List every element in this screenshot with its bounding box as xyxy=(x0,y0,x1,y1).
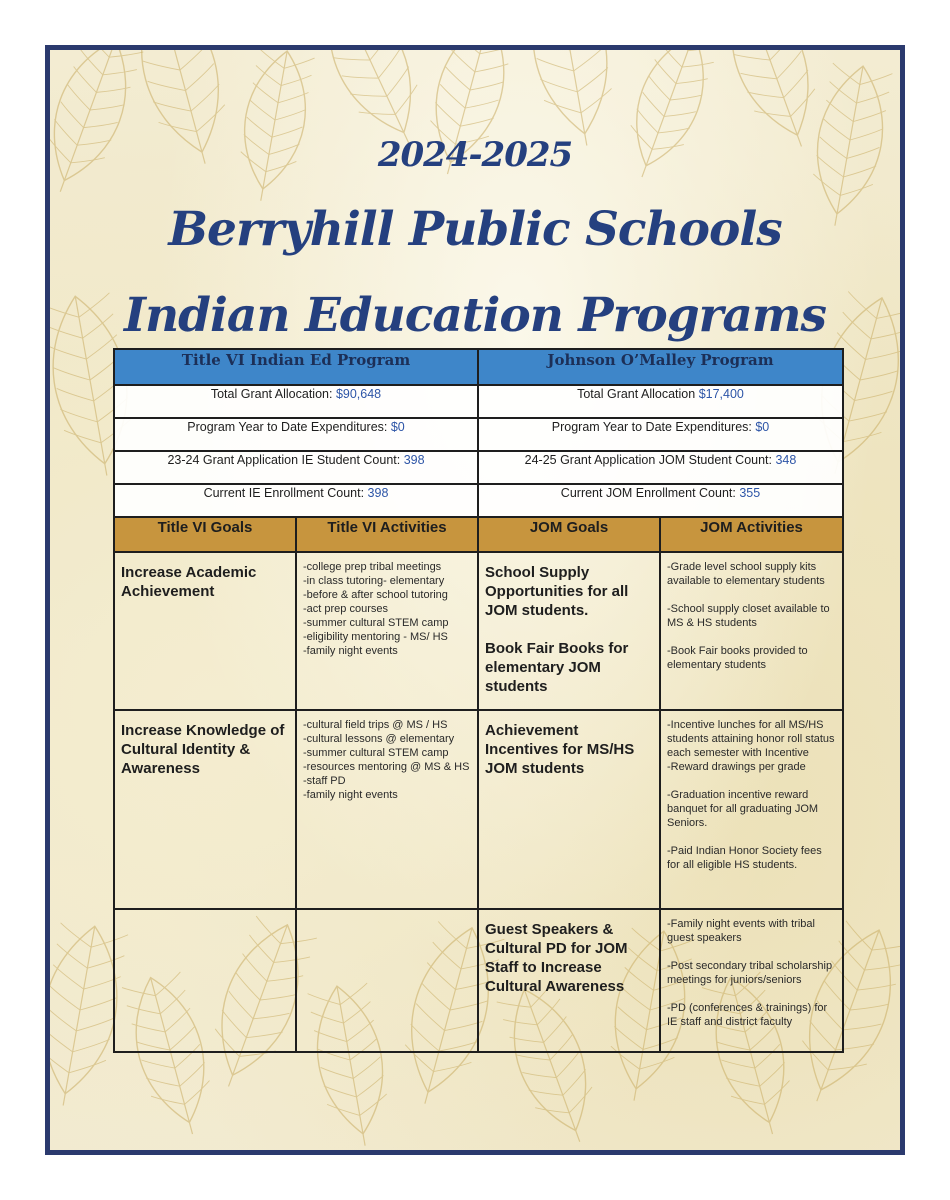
column-header-jom-activities: JOM Activities xyxy=(660,517,843,552)
stat-row xyxy=(114,418,843,451)
title-vi-goal xyxy=(114,909,296,1052)
leaf-icon xyxy=(232,50,316,206)
jom-application-count: 24-25 Grant Application JOM Student Count: 348 xyxy=(478,451,843,484)
heading-year: 2024-2025 xyxy=(377,135,573,175)
table-row xyxy=(114,909,843,1052)
jom-goal: Guest Speakers & Cultural PD for JOM Staff to Increase Cultural Awareness xyxy=(478,909,660,1052)
jom-enrollment-count: Current JOM Enrollment Count: 355 xyxy=(478,484,843,517)
title-vi-expenditures: Program Year to Date Expenditures: $0 xyxy=(114,418,478,451)
title-vi-goal: Increase Knowledge of Cultural Identity & Awareness xyxy=(114,710,296,909)
title-vi-activities: -college prep tribal meetings -in class tutoring- elementary -before & after school tutoring -act prep courses -summer cultural STEM camp -eligibility mentoring - MS/ HS -family night events xyxy=(296,552,478,710)
page-frame xyxy=(45,45,905,1155)
jom-activities: -Family night events with tribal guest speakers -Post secondary tribal scholarship meetings for juniors/seniors -PD (conferences & trainings) for IE staff and district faculty xyxy=(660,909,843,1052)
heading-school: Berryhill Public Schools xyxy=(168,202,782,257)
column-header-jom-goals: JOM Goals xyxy=(478,517,660,552)
jom-goal: School Supply Opportunities for all JOM students. Book Fair Books for elementary JOM students xyxy=(478,552,660,710)
title-vi-activities: -cultural field trips @ MS / HS -cultural lessons @ elementary -summer cultural STEM camp -resources mentoring @ MS & HS -staff PD -family night events xyxy=(296,710,478,909)
title-vi-activities xyxy=(296,909,478,1052)
jom-expenditures: Program Year to Date Expenditures: $0 xyxy=(478,418,843,451)
stat-row xyxy=(114,385,843,418)
column-header-title-vi-activities: Title VI Activities xyxy=(296,517,478,552)
jom-program-header: Johnson O’Malley Program xyxy=(478,349,843,385)
column-header-title-vi-goals: Title VI Goals xyxy=(114,517,296,552)
column-header-row xyxy=(114,517,843,552)
leaf-icon xyxy=(50,50,145,203)
table-row xyxy=(114,552,843,710)
heading-program: Indian Education Programs xyxy=(124,288,826,343)
title-vi-enrollment-count: Current IE Enrollment Count: 398 xyxy=(114,484,478,517)
jom-grant-allocation: Total Grant Allocation $17,400 xyxy=(478,385,843,418)
title-vi-program-header: Title VI Indian Ed Program xyxy=(114,349,478,385)
title-vi-goal: Increase Academic Achievement xyxy=(114,552,296,710)
jom-goal: Achievement Incentives for MS/HS JOM students xyxy=(478,710,660,909)
stat-row xyxy=(114,484,843,517)
jom-activities: -Incentive lunches for all MS/HS students attaining honor roll status each semester with Incentive -Reward drawings per grade -Graduation incentive reward banquet for all graduating JOM Seniors. -Paid Indian Honor Society fees for all eligible HS students. xyxy=(660,710,843,909)
jom-activities: -Grade level school supply kits available to elementary students -School supply closet available to MS & HS students -Book Fair books provided to elementary students xyxy=(660,552,843,710)
program-table xyxy=(113,348,844,1053)
title-vi-application-count: 23-24 Grant Application IE Student Count: 398 xyxy=(114,451,478,484)
stat-row xyxy=(114,451,843,484)
program-header-row xyxy=(114,349,843,385)
table-row xyxy=(114,710,843,909)
title-vi-grant-allocation: Total Grant Allocation: $90,648 xyxy=(114,385,478,418)
